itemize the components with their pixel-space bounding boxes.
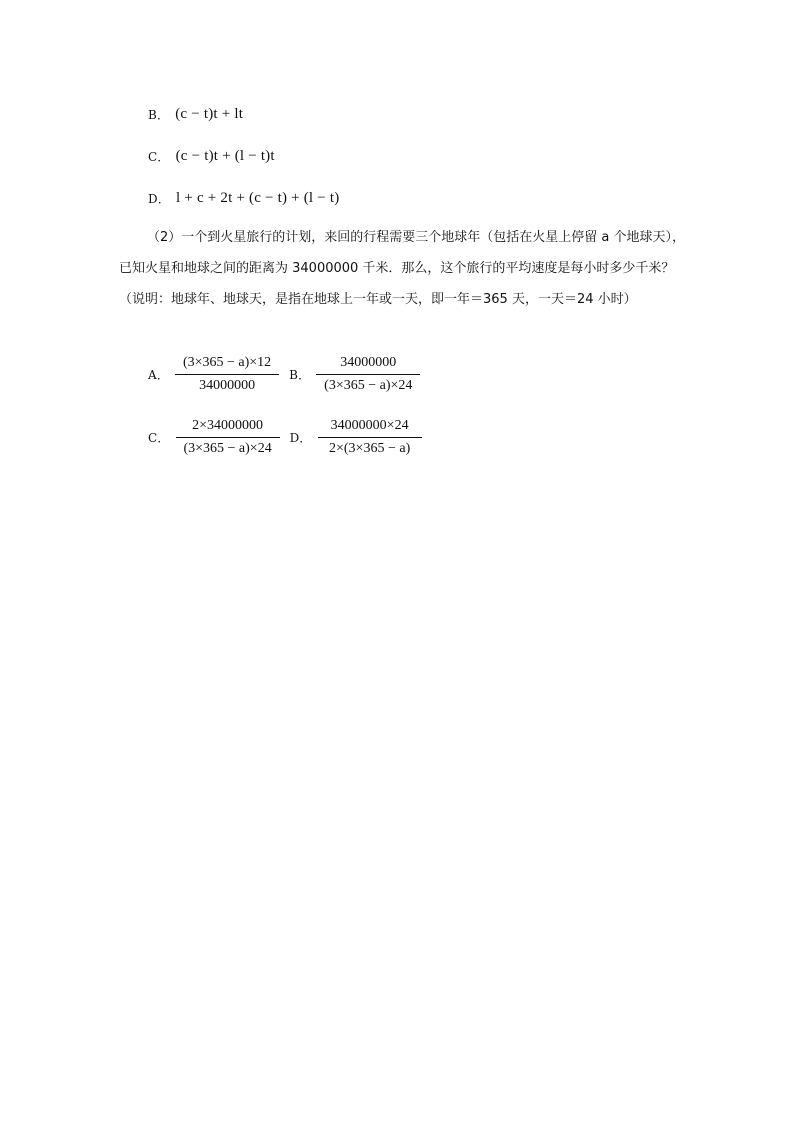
option-c-part1 <box>148 148 275 165</box>
option-b-fraction <box>316 354 420 395</box>
options-row-ab <box>148 354 430 395</box>
option-d-fraction <box>318 417 422 458</box>
option-a-label: A． <box>148 368 170 382</box>
fraction-numerator: 34000000 <box>316 354 420 375</box>
options-row-cd <box>148 417 432 458</box>
question-2-body: （2）一个到火星旅行的计划，来回的行程需要三个地球年（包括在火星上停留 a 个地球天），已知火星和地球之间的距离为 34000000 千米．那么，这个旅行的平均速度是每小时多少千米？（说明：地球年、地球天，是指在地球上一年或一天，即一年＝365 天，一天＝24 小时） <box>119 230 686 307</box>
fraction-numerator: 34000000×24 <box>318 417 422 438</box>
option-expression: (c − t)t + (l − t)t <box>175 148 275 164</box>
option-b-part1 <box>148 106 243 123</box>
fraction-denominator: 2×(3×365 − a) <box>329 441 411 456</box>
option-label: D． <box>148 192 171 206</box>
fraction-denominator: (3×365 − a)×24 <box>183 441 272 456</box>
fraction-numerator: 2×34000000 <box>176 417 280 438</box>
option-d-part1 <box>148 190 339 207</box>
option-expression: l + c + 2t + (c − t) + (l − t) <box>176 190 340 206</box>
option-c-fraction <box>176 417 280 458</box>
option-c-label: C． <box>148 431 170 445</box>
option-label: C． <box>148 150 170 164</box>
option-expression: (c − t)t + lt <box>175 106 244 122</box>
fraction-denominator: (3×365 − a)×24 <box>324 378 413 393</box>
fraction-numerator: (3×365 − a)×12 <box>175 354 279 375</box>
option-label: B． <box>148 108 170 122</box>
option-a-fraction <box>175 354 279 395</box>
question-2-text <box>119 222 689 315</box>
option-b-label: B． <box>289 368 311 382</box>
option-d-label: D． <box>289 431 312 445</box>
fraction-denominator: 34000000 <box>199 378 256 393</box>
